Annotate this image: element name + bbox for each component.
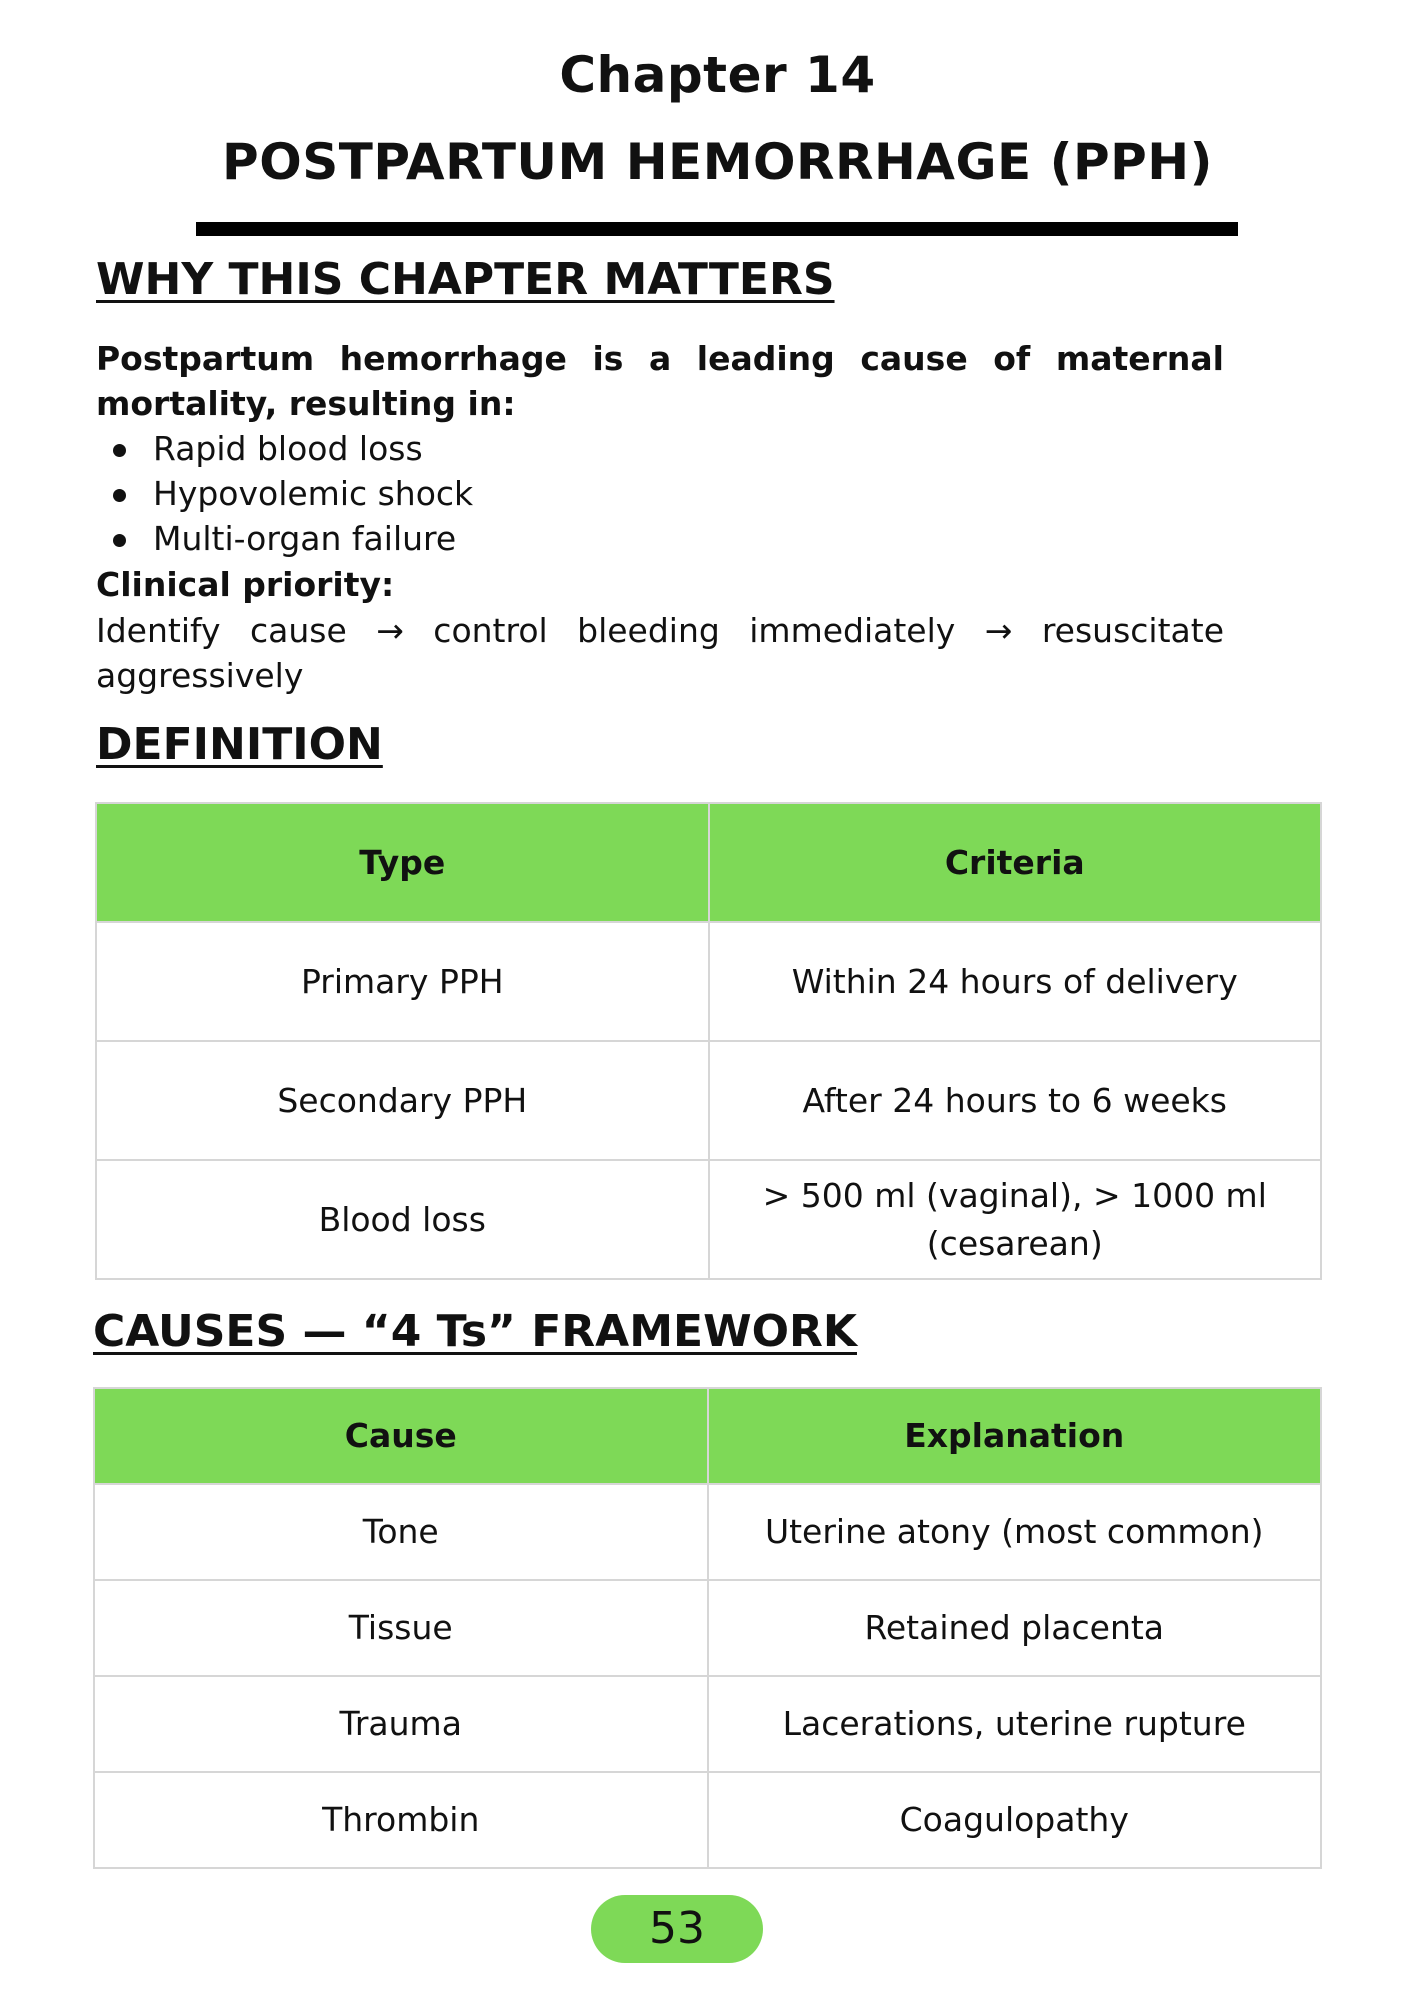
column-header-explanation: Explanation — [708, 1388, 1322, 1484]
table-row — [94, 1580, 1321, 1676]
table-row — [94, 1676, 1321, 1772]
section-heading-causes: CAUSES — “4 Ts” FRAMEWORK — [93, 1306, 857, 1357]
table-cell: Retained placenta — [708, 1580, 1322, 1676]
table-cell: Trauma — [94, 1676, 708, 1772]
table-cell: > 500 ml (vaginal), > 1000 ml (cesarean) — [709, 1160, 1322, 1279]
table-row — [94, 1484, 1321, 1580]
table-cell: Uterine atony (most common) — [708, 1484, 1322, 1580]
column-header-type: Type — [96, 803, 709, 922]
list-item — [96, 471, 473, 516]
clinical-priority-text: Identify cause → control bleeding immediately → resuscitate aggressively — [96, 611, 1224, 695]
list-item — [96, 516, 473, 561]
table-cell: Within 24 hours of delivery — [709, 922, 1322, 1041]
chapter-label: Chapter 14 — [559, 46, 876, 104]
table-cell: Tissue — [94, 1580, 708, 1676]
table-cell: Secondary PPH — [96, 1041, 709, 1160]
table-header-row — [94, 1388, 1321, 1484]
definition-table — [95, 802, 1322, 1280]
bullet-icon — [113, 444, 126, 457]
section-heading-why: WHY THIS CHAPTER MATTERS — [96, 254, 835, 305]
section-heading-definition: DEFINITION — [96, 719, 383, 770]
column-header-criteria: Criteria — [709, 803, 1322, 922]
list-item-text: Multi-organ failure — [153, 519, 457, 558]
intro-paragraph: Postpartum hemorrhage is a leading cause of maternal mortality, resulting in: — [96, 339, 1224, 423]
table-cell: Lacerations, uterine rupture — [708, 1676, 1322, 1772]
list-item-text: Hypovolemic shock — [153, 474, 474, 513]
table-cell: Primary PPH — [96, 922, 709, 1041]
table-row — [94, 1772, 1321, 1868]
table-cell: Thrombin — [94, 1772, 708, 1868]
table-row — [96, 922, 1321, 1041]
column-header-cause: Cause — [94, 1388, 708, 1484]
causes-table — [93, 1387, 1322, 1869]
bullet-icon — [113, 489, 126, 502]
page-number-badge: 53 — [591, 1895, 763, 1963]
table-cell: After 24 hours to 6 weeks — [709, 1041, 1322, 1160]
table-cell: Coagulopathy — [708, 1772, 1322, 1868]
title-divider — [196, 222, 1238, 236]
table-row — [96, 1041, 1321, 1160]
list-item-text: Rapid blood loss — [153, 429, 423, 468]
list-item — [96, 426, 473, 471]
table-cell: Blood loss — [96, 1160, 709, 1279]
consequence-list — [96, 426, 473, 561]
table-header-row — [96, 803, 1321, 922]
table-row — [96, 1160, 1321, 1279]
clinical-priority-label: Clinical priority: — [96, 565, 395, 604]
bullet-icon — [113, 534, 126, 547]
page-title: POSTPARTUM HEMORRHAGE (PPH) — [222, 133, 1213, 191]
table-cell: Tone — [94, 1484, 708, 1580]
